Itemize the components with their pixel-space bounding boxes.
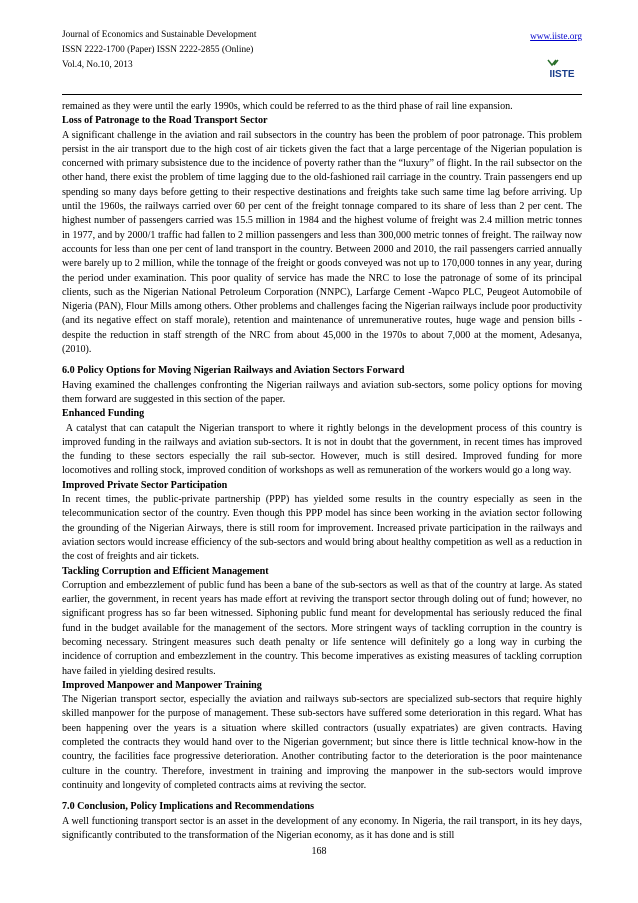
subsection-heading: Improved Manpower and Manpower Training <box>62 679 262 691</box>
logo-text: IISTE <box>549 69 575 80</box>
issn-line: ISSN 2222-1700 (Paper) ISSN 2222-2855 (Online) <box>62 45 254 55</box>
section-heading: Loss of Patronage to the Road Transport Sector <box>62 115 268 127</box>
subsection-heading: Enhanced Funding <box>62 408 145 420</box>
journal-url-link[interactable]: www.iiste.org <box>530 32 582 42</box>
journal-title: Journal of Economics and Sustainable Development <box>62 30 257 40</box>
paragraph: A significant challenge in the aviation and rail subsectors in the country has been the problem of poor patronage. This problem persist in the air transport due to the high cost of air tickets given the fact that a large percentage of the Nigerian population is concerned with primary subsistence due to the incidence of poverty rather than the “luxury” of flight. In the rail subsector on the other hand, there exist the problem of time lagging due to the old-fashioned rail carriage in the country. Train passengers end up spending so many days before getting to their respective destinations and freights take such same time lag before arriving. Up until the 1960s, the railways carried over 60 per cent of the freight tonnage compared to its share of less than 2 per cent. The highest number of passengers carried was 15.5 million in 1984 and the highest volume of freight was 2.4 million metric tonnes in 1977, and by 2000/1 traffic had fallen to 2 million passengers and less than 300,000 metric tonnes of freight. The railway now accounts for less than one per cent of land transport in the country. Between 2000 and 2010, the rail passengers carried annually were barely up to 2 million, while the tonnage of the freight or goods conveyed was not up to 170,000 tonnes in any year, during the period under examination. This poor quality of service has made the NRC to lose the patronage of some of its principal clients, such as the Nigerian National Petroleum Corporation (NNPC), Larfarge Cement -Wapco PLC, Peugeot Automobile of Nigeria (PAN), Flour Mills among others. Other problems and challenges facing the Nigerian railways include poor productivity (and its negative effect on staff morale), retention and maintenance of unremunerative routes, huge wage and pension bills - despite the reduction in staff strength of the NRC from about 45,000 in the 1970s to about 7,000 at the moment, Adesanya, (2010). <box>62 129 582 356</box>
paragraph: The Nigerian transport sector, especially the aviation and railways sub-sectors are specialized sub-sectors that require highly skilled manpower for the purpose of management. These sub-sectors have suffered some deterioration in this regard. What has been happening over the years is a situation where skilled contractors (usually expatriates) are given contracts. Having completed the contracts they would hand over to the Nigerian government; but since there is little technical know-how in the country, the facilities face progressive deterioration. Another contributing factor to the deterioration is the poor maintenance culture in the country. Therefore, investment in training and improving the manpower in the sub-sectors would improve continuity and longevity of completed contracts aims at reviving the sector. <box>62 694 582 791</box>
paragraph: remained as they were until the early 1990s, which could be referred to as the third phase of rail line expansion. <box>62 101 513 112</box>
iiste-logo <box>544 57 580 81</box>
paragraph: Corruption and embezzlement of public fund has been a bane of the sub-sectors as well as that of the country at large. As stated earlier, the government, in recent years has made effort at reviving the transport sector through doling out of fund; however, no significant progress has so far been witnessed. Siphoning public fund meant for developmental has seriously reduced the final fund in the budget available for the management of the sectors. More stringent ways of tackling corruption in the country is becoming necessary. Stringent measures such death penalty or life sentence will definitely go a long way in curbing the incidence of corruption and embezzlement in the country. This become imperatives as existing measures of tackling corruption have failed in yielding desired results. <box>62 579 582 677</box>
paragraph: A catalyst that can catapult the Nigerian transport to where it rightly belongs in the development process of this country is improved funding in the railways and aviation sub-sectors. It is not in doubt that the government, in recent times has improved the funding to these sectors especially the rail sub-sector. However, much is still desired. Improved funding for more locomotives and rolling stock, improved condition of workshops as well as remuneration of the workers would go a long way. <box>62 422 585 477</box>
subsection-heading: Improved Private Sector Participation <box>62 479 228 491</box>
paragraph: Having examined the challenges confronting the Nigerian railways and aviation sub-sectors, some policy options for moving them forward are suggested in this section of the paper. <box>62 379 582 405</box>
subsection-heading: Tackling Corruption and Efficient Management <box>62 565 269 577</box>
page-number: 168 <box>311 846 327 857</box>
header-divider <box>62 94 582 95</box>
paragraph: In recent times, the public-private partnership (PPP) has yielded some results in the country especially as seen in the telecommunication sector of the country. Even though this PPP model has since been working in the aviation sector following the grounding of the Nigerian Airways, there is still room for improvement. Increased private participation in the railways and aviation sectors would increase efficiency of the sub-sectors and would bring about healthy competition as well as a reduction in the cost of freights and air tickets. <box>62 494 582 563</box>
article-body <box>62 100 585 843</box>
page-header <box>62 24 582 94</box>
paragraph: A well functioning transport sector is an asset in the development of any economy. In Nigeria, the rail transport, in its hey days, significantly contributed to the transformation of the Nigerian economy, as it has done and is still <box>62 815 582 841</box>
volume-line: Vol.4, No.10, 2013 <box>62 60 133 70</box>
section-heading: 7.0 Conclusion, Policy Implications and Recommendations <box>62 801 315 813</box>
section-heading: 6.0 Policy Options for Moving Nigerian Railways and Aviation Sectors Forward <box>62 365 405 377</box>
